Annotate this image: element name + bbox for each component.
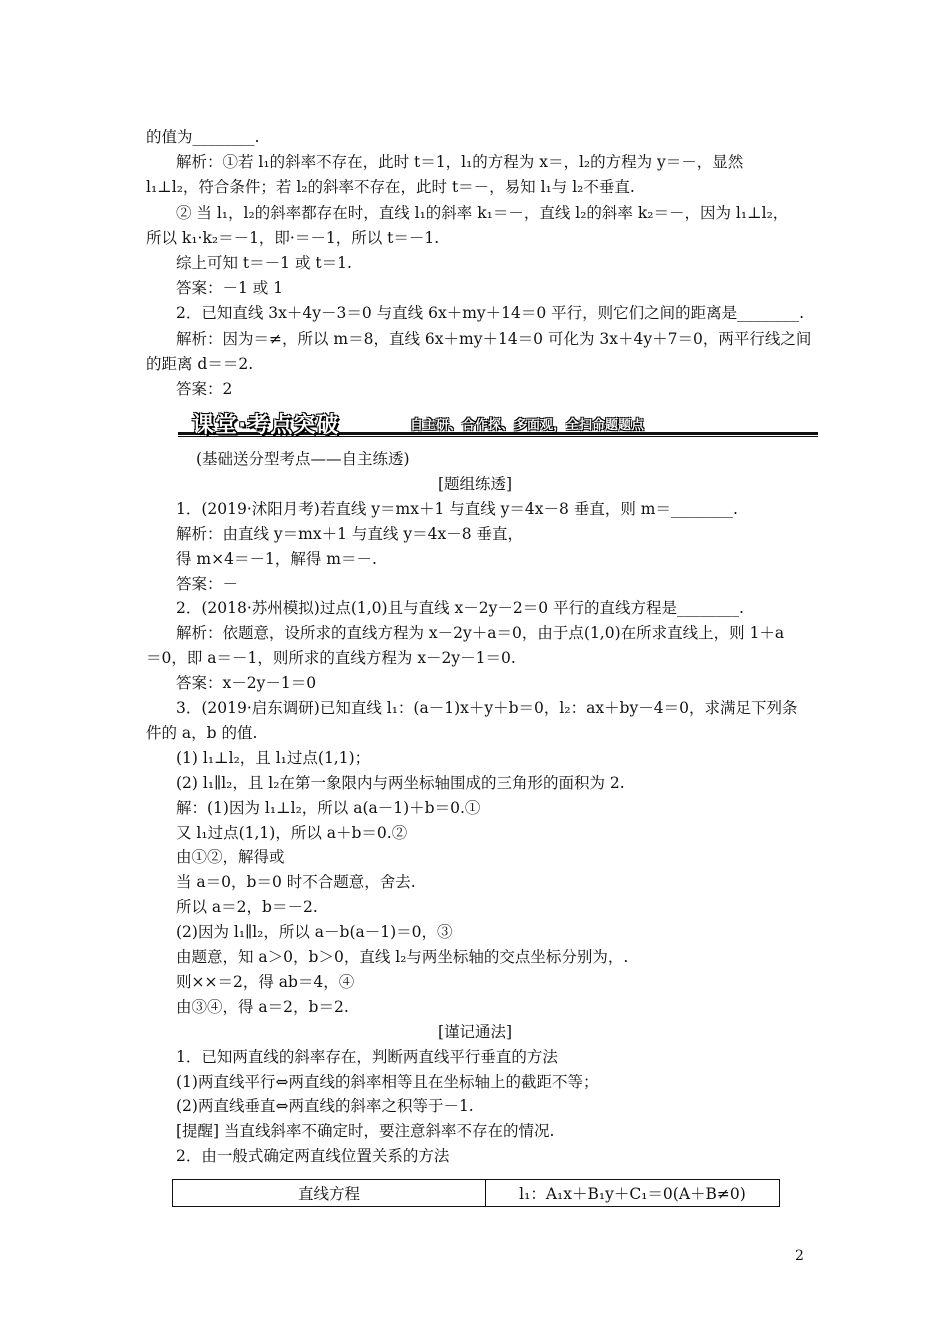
text-line: 所以 k₁·k₂＝－1，即·＝－1，所以 t＝－1. [146,228,440,247]
section-banner [178,408,818,438]
text-line: 解析：因为＝≠，所以 m＝8，直线 6x＋my＋14＝0 可化为 3x＋4y＋7＝0，两平行线之间 [176,329,812,348]
text-line: 1．已知两直线的斜率存在，判断两直线平行垂直的方法 [176,1047,558,1066]
text-line: (2)两直线垂直⇔两直线的斜率之积等于－1. [176,1097,474,1116]
text-line: 由题意，知 a＞0，b＞0，直线 l₂与两坐标轴的交点坐标分别为，. [176,948,629,966]
text-line: 答案：－1 或 1 [176,279,284,298]
relation-table [172,1179,780,1207]
text-line: 解析：依题意，设所求的直线方程为 x－2y＋a＝0，由于点(1,0)在所求直线上，则 1＋a [176,624,785,643]
text-line: 解析：①若 l₁的斜率不存在，此时 t＝1，l₁的方程为 x＝，l₂的方程为 y＝－，显然 [176,153,744,172]
text-line: 2．由一般式确定两直线位置关系的方法 [176,1147,450,1166]
text-line: 解析：由直线 y＝mx＋1 与直线 y＝4x－8 垂直， [176,524,523,543]
text-line: 件的 a，b 的值. [146,723,258,742]
text-line: (2)因为 l₁∥l₂，所以 a－b(a－1)＝0，③ [176,923,453,942]
table-cell: l₁：A₁x＋B₁y＋C₁＝0(A＋B≠0) [486,1180,780,1207]
text-line: 2．已知直线 3x＋4y－3＝0 与直线 6x＋my＋14＝0 平行，则它们之间的距离是________. [176,304,805,323]
text-line: 答案：2 [176,380,233,398]
text-line: [谨记通法] [437,1022,513,1041]
text-line: 1．(2019·沭阳月考)若直线 y＝mx＋1 与直线 y＝4x－8 垂直，则 m＝________. [176,499,738,518]
text-line: (1) l₁⊥l₂，且 l₁过点(1,1)； [176,748,371,767]
text-line: [提醒] 当直线斜率不确定时，要注意斜率不存在的情况. [176,1122,555,1141]
text-line: ＝0，即 a＝－1，则所求的直线方程为 x－2y－1＝0. [146,649,516,668]
text-line: 2．(2018·苏州模拟)过点(1,0)且与直线 x－2y－2＝0 平行的直线方程是________. [176,599,744,618]
banner-title: 课堂·考点突破 [192,413,340,438]
text-line: 综上可知 t＝－1 或 t＝1. [176,254,352,272]
text-line: l₁⊥l₂，符合条件；若 l₂的斜率不存在，此时 t＝－，易知 l₁与 l₂不垂直. [146,178,635,197]
text-line: (基础送分型考点——自主练透) [196,450,410,468]
page-number: 2 [795,1248,804,1264]
text-line: 由③④，得 a＝2，b＝2. [176,997,349,1016]
text-line: ② 当 l₁，l₂的斜率都存在时，直线 l₁的斜率 k₁＝－，直线 l₂的斜率 k₂＝－，因为 l₁⊥l₂， [176,203,789,222]
text-line: [题组练透] [437,474,513,493]
banner-subtitle: 自主研、合作探、多面观，全扫命题题点 [410,418,645,433]
text-line: 得 m×4＝－1，解得 m＝－. [176,549,377,568]
text-line: 则××＝2，得 ab＝4，④ [176,972,355,991]
text-line: 又 l₁过点(1,1)，所以 a＋b＝0.② [176,823,408,842]
text-line: 所以 a＝2，b＝－2. [176,898,318,917]
text-line: 由①②，解得或 [176,848,285,867]
text-line: 的距离 d＝＝2. [146,354,254,373]
text-line: 答案：－ [176,574,239,593]
table-header-cell: 直线方程 [173,1180,486,1207]
text-line: 答案：x－2y－1＝0 [176,674,317,693]
table-row [173,1180,780,1207]
text-line: 解：(1)因为 l₁⊥l₂，所以 a(a－1)＋b＝0.① [176,798,481,817]
text-line: 当 a＝0，b＝0 时不合题意，舍去. [176,873,416,892]
text-line: 3．(2019·启东调研)已知直线 l₁：(a－1)x＋y＋b＝0，l₂：ax＋by－4＝0，求满足下列条 [176,699,798,717]
text-line: 的值为________. [146,128,260,146]
text-line: (1)两直线平行⇔两直线的斜率相等且在坐标轴上的截距不等； [176,1072,599,1091]
text-line: (2) l₁∥l₂，且 l₂在第一象限内与两坐标轴围成的三角形的面积为 2. [176,773,625,792]
